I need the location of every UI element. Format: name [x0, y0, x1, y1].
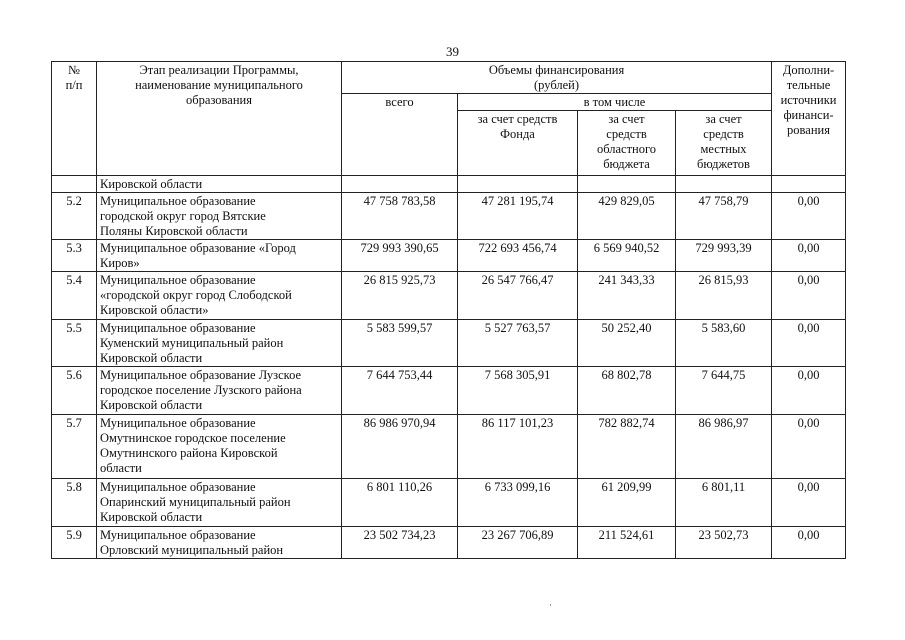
- row-name-line: «городской округ город Слободской: [100, 288, 292, 302]
- cell-num: [52, 176, 97, 193]
- row-number: 5.8: [52, 479, 97, 527]
- row-extra: 0,00: [772, 272, 846, 320]
- cell-fund: [458, 176, 578, 193]
- row-name-line: Муниципальное образование: [100, 416, 256, 430]
- row-name-line: Муниципальное образование: [100, 480, 256, 494]
- header-local-line: за счет: [705, 112, 742, 126]
- header-funding-line: Объемы финансирования: [488, 63, 625, 77]
- row-extra: 0,00: [772, 367, 846, 415]
- row-regional: 429 829,05: [578, 193, 676, 240]
- row-name-line: Поляны Кировской области: [100, 224, 248, 238]
- row-regional: 50 252,40: [578, 320, 676, 367]
- row-name-line: Кировской области: [100, 351, 203, 365]
- row-local: 7 644,75: [676, 367, 772, 415]
- header-extra-line: рования: [787, 123, 830, 137]
- header-regional-line: средств: [606, 127, 647, 141]
- row-name-line: Муниципальное образование: [100, 321, 256, 335]
- row-number: 5.2: [52, 193, 97, 240]
- row-name: [97, 320, 342, 367]
- row-fund: 26 547 766,47: [458, 272, 578, 320]
- header-fund-line: Фонда: [500, 127, 535, 141]
- header-extra-line: тельные: [786, 78, 831, 92]
- row-name-line: городское поселение Лузского района: [100, 383, 302, 397]
- row-name: [97, 367, 342, 415]
- header-extra-line: источники: [780, 93, 837, 107]
- row-fund: 23 267 706,89: [458, 527, 578, 559]
- header-fund-line: за счет средств: [477, 112, 558, 126]
- row-number: 5.6: [52, 367, 97, 415]
- cell-regional: [578, 176, 676, 193]
- row-fund: 722 693 456,74: [458, 240, 578, 272]
- row-name: [97, 272, 342, 320]
- row-regional: 68 802,78: [578, 367, 676, 415]
- row-total: 6 801 110,26: [342, 479, 458, 527]
- row-total: 23 502 734,23: [342, 527, 458, 559]
- table-row: [52, 240, 846, 272]
- row-name-line: Кировской области: [100, 398, 203, 412]
- header-extra-sources: [772, 62, 846, 176]
- header-number-line: п/п: [65, 78, 83, 92]
- row-name-line: Муниципальное образование: [100, 273, 256, 287]
- header-regional-budget: [578, 111, 676, 176]
- table-row: [52, 479, 846, 527]
- table-row: [52, 415, 846, 479]
- header-including: в том числе: [458, 94, 772, 111]
- row-extra: 0,00: [772, 527, 846, 559]
- row-name-line: Киров»: [100, 256, 140, 270]
- row-total: 5 583 599,57: [342, 320, 458, 367]
- row-local: 86 986,97: [676, 415, 772, 479]
- header-total: всего: [342, 94, 458, 176]
- cell-total: [342, 176, 458, 193]
- row-fund: 86 117 101,23: [458, 415, 578, 479]
- table-row: [52, 367, 846, 415]
- row-local: 23 502,73: [676, 527, 772, 559]
- row-extra: 0,00: [772, 479, 846, 527]
- row-fund: 47 281 195,74: [458, 193, 578, 240]
- row-total: 86 986 970,94: [342, 415, 458, 479]
- scan-speck: [550, 604, 551, 606]
- table-row: [52, 320, 846, 367]
- row-name-line: Кировской области»: [100, 303, 209, 317]
- row-regional: 211 524,61: [578, 527, 676, 559]
- row-name-line: Опаринский муниципальный район: [100, 495, 291, 509]
- row-fund: 6 733 099,16: [458, 479, 578, 527]
- row-extra: 0,00: [772, 240, 846, 272]
- row-local: 47 758,79: [676, 193, 772, 240]
- continuation-text: Кировской области: [97, 176, 342, 193]
- row-name: [97, 193, 342, 240]
- row-regional: 782 882,74: [578, 415, 676, 479]
- row-number: 5.9: [52, 527, 97, 559]
- table-row: [52, 527, 846, 559]
- cell-local: [676, 176, 772, 193]
- row-number: 5.4: [52, 272, 97, 320]
- row-total: 47 758 783,58: [342, 193, 458, 240]
- row-name: [97, 527, 342, 559]
- cell-extra: [772, 176, 846, 193]
- header-extra-line: Дополни-: [782, 63, 835, 77]
- page-number: 39: [446, 44, 459, 59]
- row-number: 5.3: [52, 240, 97, 272]
- table-header: [52, 62, 846, 176]
- row-name-line: Кировской области: [100, 510, 203, 524]
- row-name-line: Муниципальное образование: [100, 194, 256, 208]
- row-total: 729 993 390,65: [342, 240, 458, 272]
- header-stage-line: наименование муниципального: [135, 78, 303, 92]
- row-extra: 0,00: [772, 320, 846, 367]
- row-extra: 0,00: [772, 415, 846, 479]
- row-extra: 0,00: [772, 193, 846, 240]
- header-fund: [458, 111, 578, 176]
- header-regional-line: бюджета: [603, 157, 650, 171]
- header-funding-line: (рублей): [533, 78, 580, 92]
- header-stage: [97, 62, 342, 176]
- header-stage-line: образования: [186, 93, 252, 107]
- header-local-budgets: [676, 111, 772, 176]
- row-name: [97, 479, 342, 527]
- row-regional: 61 209,99: [578, 479, 676, 527]
- table-body: [52, 176, 846, 559]
- row-name: [97, 240, 342, 272]
- financing-table: [51, 61, 846, 559]
- row-name-line: Муниципальное образование Лузское: [100, 368, 302, 382]
- row-name-line: городской округ город Вятские: [100, 209, 266, 223]
- table-row: [52, 272, 846, 320]
- header-regional-line: областного: [596, 142, 657, 156]
- row-number: 5.5: [52, 320, 97, 367]
- header-local-line: средств: [703, 127, 744, 141]
- header-extra-line: финанси-: [783, 108, 834, 122]
- header-stage-line: Этап реализации Программы,: [139, 63, 299, 77]
- row-name-line: Орловский муниципальный район: [100, 543, 284, 557]
- header-number-line: №: [68, 63, 80, 77]
- row-name-line: Омутнинского района Кировской: [100, 446, 278, 460]
- row-fund: 7 568 305,91: [458, 367, 578, 415]
- row-regional: 241 343,33: [578, 272, 676, 320]
- table-row: [52, 193, 846, 240]
- row-name: [97, 415, 342, 479]
- row-name-line: области: [100, 461, 142, 475]
- row-regional: 6 569 940,52: [578, 240, 676, 272]
- row-total: 7 644 753,44: [342, 367, 458, 415]
- header-number: [52, 62, 97, 176]
- row-total: 26 815 925,73: [342, 272, 458, 320]
- header-local-line: бюджетов: [697, 157, 750, 171]
- row-local: 5 583,60: [676, 320, 772, 367]
- row-name-line: Муниципальное образование «Город: [100, 241, 296, 255]
- row-number: 5.7: [52, 415, 97, 479]
- continuation-row: [52, 176, 846, 193]
- row-fund: 5 527 763,57: [458, 320, 578, 367]
- row-local: 6 801,11: [676, 479, 772, 527]
- row-name-line: Куменский муниципальный район: [100, 336, 284, 350]
- row-local: 26 815,93: [676, 272, 772, 320]
- header-funding: [342, 62, 772, 94]
- row-name-line: Муниципальное образование: [100, 528, 256, 542]
- header-regional-line: за счет: [608, 112, 645, 126]
- row-local: 729 993,39: [676, 240, 772, 272]
- row-name-line: Омутнинское городское поселение: [100, 431, 286, 445]
- header-local-line: местных: [700, 142, 747, 156]
